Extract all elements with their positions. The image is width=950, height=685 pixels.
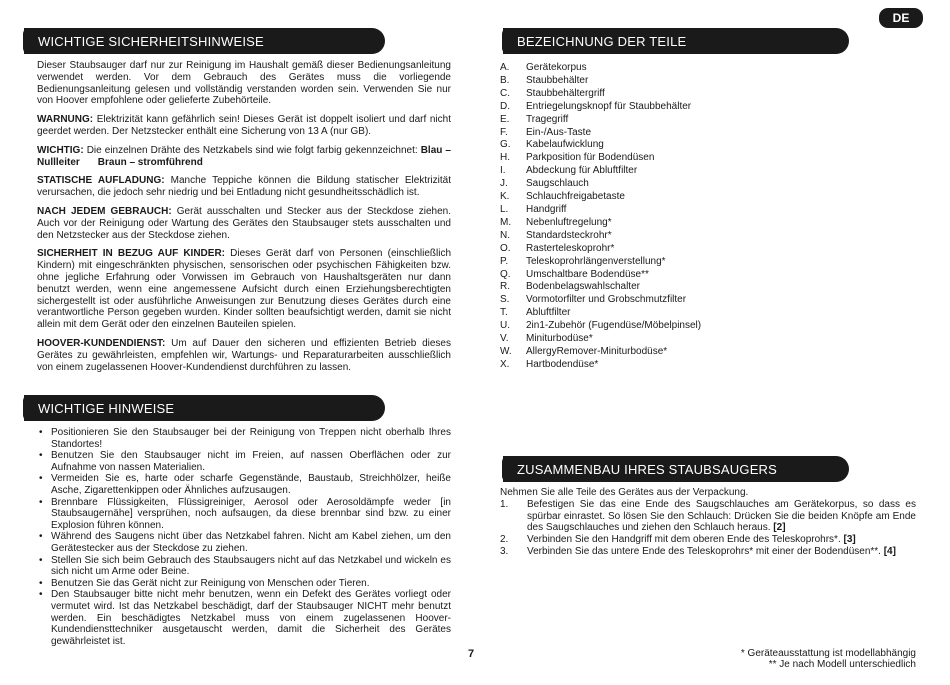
after-use-text: Gerät ausschalten und Stecker aus der Steckdose ziehen. Auch vor der Reinigung oder Wartung des Gerätes den Staubsauger stets ausschalten und den Netzstecker aus der Steckdose ziehen. — [37, 205, 451, 241]
list-item — [500, 346, 830, 359]
part-letter: T. — [500, 307, 508, 319]
list-item: • Positionieren Sie den Staubsauger bei der Reinigung von Treppen nicht oberhalb Ihres Standortes! — [37, 427, 451, 450]
safety-content — [37, 60, 451, 380]
part-name: Vormotorfilter und Grobschmutzfilter — [526, 294, 687, 306]
assembly-steps — [500, 499, 916, 558]
part-name: Bodenbelagswahlschalter — [526, 281, 640, 293]
list-item — [500, 281, 830, 294]
static-label: STATISCHE AUFLADUNG: — [37, 175, 165, 187]
list-item — [500, 165, 830, 178]
part-name: 2in1-Zubehör (Fugendüse/Möbelpinsel) — [526, 320, 702, 332]
part-letter: X. — [500, 358, 510, 370]
list-item — [500, 256, 830, 269]
assembly-section-header — [503, 456, 849, 482]
warning-paragraph — [37, 114, 451, 138]
step-text: Verbinden Sie das untere Ende des Teleskoprohrs* mit einer der Bodendüsen**. — [527, 545, 884, 557]
part-letter: V. — [500, 333, 509, 345]
parts-list — [500, 62, 830, 372]
notes-list — [37, 427, 451, 647]
assembly-intro: Nehmen Sie alle Teile des Gerätes aus der Verpackung. — [500, 487, 749, 498]
part-name: Saugschlauch — [526, 178, 589, 190]
list-item — [500, 127, 830, 140]
wire-blue: Blau – Nullleiter — [37, 144, 451, 168]
part-name: Teleskoprohrlängenverstellung* — [526, 255, 666, 267]
important-text: Die einzelnen Drähte des Netzkabels sind wie folgt farbig gekennzeichnet: — [83, 144, 421, 156]
after-use-label: NACH JEDEM GEBRAUCH: — [37, 205, 172, 217]
page-number: 7 — [468, 648, 475, 660]
part-name: Abdeckung für Abluftfilter — [526, 165, 638, 177]
part-name: AllergyRemover-Miniturbodüse* — [526, 345, 668, 357]
list-item — [500, 333, 830, 346]
part-name: Hartbodendüse* — [526, 358, 599, 370]
list-item — [500, 204, 830, 217]
part-letter: G. — [500, 139, 511, 151]
wire-brown: Braun – stromführend — [97, 156, 203, 168]
important-paragraph — [37, 145, 451, 169]
footnotes — [741, 648, 916, 670]
list-item — [500, 307, 830, 320]
step-number: 2. — [500, 534, 509, 546]
part-name: Handgriff — [526, 203, 567, 215]
part-letter: W. — [500, 345, 512, 357]
part-letter: B. — [500, 74, 510, 86]
part-letter: M. — [500, 216, 512, 228]
step-body — [527, 499, 916, 534]
list-item — [500, 499, 916, 534]
children-paragraph — [37, 248, 451, 331]
static-paragraph — [37, 175, 451, 199]
step-body — [527, 546, 896, 558]
part-name: Staubbehälter — [526, 74, 589, 86]
after-use-paragraph — [37, 206, 451, 241]
part-letter: E. — [500, 113, 510, 125]
list-item — [500, 62, 830, 75]
notes-section-header — [24, 395, 385, 421]
list-item — [500, 269, 830, 282]
service-paragraph — [37, 338, 451, 373]
safety-section-header — [24, 28, 385, 54]
footnote-single: * Geräteausstattung ist modellabhängig — [740, 648, 916, 659]
list-item: • Benutzen Sie den Staubsauger nicht im Freien, auf nassen Oberflächen oder zur Aufnahme von nassen Materialien. — [37, 450, 451, 473]
part-name: Tragegriff — [526, 113, 569, 125]
part-letter: J. — [500, 178, 508, 190]
step-ref: [2] — [773, 522, 786, 534]
list-item — [500, 75, 830, 88]
list-item — [500, 534, 916, 546]
assembly-content — [500, 487, 916, 558]
part-letter: F. — [500, 126, 508, 138]
static-text: Manche Teppiche können die Bildung statischer Elektrizität verursachen, die jedoch sehr niedrig und bei Entladung nicht gesundheitsschädlich ist. — [37, 175, 451, 199]
part-name: Staubbehältergriff — [526, 87, 605, 99]
part-letter: D. — [500, 100, 510, 112]
part-name: Umschaltbare Bodendüse** — [526, 268, 649, 280]
part-name: Ein-/Aus-Taste — [526, 126, 592, 138]
parts-section-header — [503, 28, 849, 54]
warning-label: WARNUNG: — [37, 114, 94, 126]
part-name: Miniturbodüse* — [526, 333, 593, 345]
part-letter: P. — [500, 255, 509, 267]
part-name: Nebenluftregelung* — [526, 216, 612, 228]
list-item — [500, 178, 830, 191]
list-item — [500, 320, 830, 333]
list-item: • Stellen Sie sich beim Gebrauch des Staubsaugers nicht auf das Netzkabel und wickeln es sich nicht um Arme oder Beine. — [37, 555, 451, 578]
footnote-double: ** Je nach Modell unterschiedlich — [768, 659, 916, 670]
step-ref: [4] — [883, 545, 896, 557]
list-item — [500, 230, 830, 243]
safety-intro: Dieser Staubsauger darf nur zur Reinigung im Haushalt gemäß dieser Bedienungsanleitung verwendet werden. Vor dem Gebrauch des Gerätes muss die vorliegende Bedienungsanleitung gelesen und vollständig verstanden worden sein. Verwenden Sie nur von Hoover empfohlene oder gelieferte Zubehörteile. — [37, 60, 451, 107]
part-name: Entriegelungsknopf für Staubbehälter — [526, 100, 692, 112]
part-letter: H. — [500, 152, 510, 164]
list-item — [500, 152, 830, 165]
part-letter: L. — [500, 203, 509, 215]
part-letter: N. — [500, 229, 510, 241]
part-name: Gerätekorpus — [526, 62, 587, 73]
list-item — [500, 101, 830, 114]
service-text: Um auf Dauer den sicheren und effizienten Betrieb dieses Gerätes zu gewährleisten, empfehlen wir, Wartungs- und Reparaturarbeiten ausschließlich von einem zugelassenen Hoover-Kundendienst durchführen zu lassen. — [37, 337, 451, 373]
notes-section-title: WICHTIGE HINWEISE — [38, 400, 175, 416]
step-text: Befestigen Sie das eine Ende des Saugschlauches am Gerätekorpus, so dass es spürbar einrastet. So lösen Sie den Schlauch: Drücken Sie die beiden Knöpfe am Ende des Saugschlauches und ziehen den Schlauch heraus. — [527, 498, 916, 534]
list-item — [500, 294, 830, 307]
list-item — [500, 114, 830, 127]
list-item — [500, 88, 830, 101]
step-number: 1. — [500, 498, 509, 510]
part-letter: A. — [500, 62, 510, 73]
list-item — [500, 243, 830, 256]
part-letter: I. — [500, 165, 506, 177]
important-label: WICHTIG: — [37, 144, 84, 156]
list-item: • Vermeiden Sie es, harte oder scharfe Gegenstände, Baustaub, Streichhölzer, heiße Asche, Zigarettenkippen oder Ähnliches aufzusaugen. — [37, 473, 451, 496]
part-letter: K. — [500, 191, 510, 203]
part-letter: O. — [500, 242, 511, 254]
list-item: • Den Staubsauger bitte nicht mehr benutzen, wenn ein Defekt des Gerätes vorliegt oder vermutet wird. Ist das Netzkabel beschädigt, darf der Staubsauger NICHT mehr benutzt werden. Ein beschädigtes Netzkabel muss von einem zugelassenen Hoover-Kundendiensttechniker ausgetauscht werden, damit die Sicherheit des Gerätes gewährleistet ist. — [37, 589, 451, 647]
safety-section-title: WICHTIGE SICHERHEITSHINWEISE — [38, 33, 264, 49]
warning-text: Elektrizität kann gefährlich sein! Dieses Gerät ist doppelt isoliert und darf nicht geerdet werden. Der Netzstecker enthält eine Sicherung von 13 A (nur GB). — [37, 114, 451, 137]
step-text: Verbinden Sie den Handgriff mit dem oberen Ende des Teleskoprohrs*. — [527, 534, 844, 546]
part-letter: Q. — [500, 268, 511, 280]
parts-section-title: BEZEICHNUNG DER TEILE — [517, 33, 687, 49]
part-letter: S. — [500, 294, 510, 306]
part-name: Rasterteleskoprohr* — [526, 242, 615, 254]
part-name: Parkposition für Bodendüsen — [526, 152, 655, 164]
part-letter: U. — [500, 320, 510, 332]
step-body — [527, 534, 856, 546]
step-ref: [3] — [843, 534, 856, 546]
children-label: SICHERHEIT IN BEZUG AUF KINDER: — [37, 248, 226, 260]
part-name: Standardsteckrohr* — [526, 229, 612, 241]
step-number: 3. — [500, 545, 509, 557]
language-badge: DE — [879, 8, 923, 28]
list-item — [500, 546, 916, 558]
list-item — [500, 139, 830, 152]
list-item: • Benutzen Sie das Gerät nicht zur Reinigung von Menschen oder Tieren. — [37, 578, 451, 590]
service-label: HOOVER-KUNDENDIENST: — [37, 337, 166, 349]
list-item: • Brennbare Flüssigkeiten, Flüssigreiniger, Aerosol oder Aerosoldämpfe weder [in Staubsaugernähe] versprühen, noch aufsaugen, da diese brennbar sind bzw. zu einer Explosion führen können. — [37, 497, 451, 532]
part-name: Abluftfilter — [526, 307, 571, 319]
assembly-section-title: ZUSAMMENBAU IHRES STAUBSAUGERS — [517, 461, 778, 477]
list-item — [500, 191, 830, 204]
children-text: Dieses Gerät darf von Personen (einschließlich Kindern) mit eingeschränkten physischen, sensorischen oder psychischen Fähigkeiten bzw. ohne jegliche Erfahrung oder Vorwissen im Gebrauch von Haushaltsgeräten nur dann benutzt werden, wenn eine angemessene Aufsicht durch einen Erziehungsberechtigten sichergestellt ist oder ausführliche Anweisungen zur Benutzung dieses Gerätes durch eine verantwortliche Person gegeben wurden. Kinder sollten beaufsichtigt werden, damit sie nicht allein mit dem Gerät oder den einzelnen Bauteilen spielen. — [37, 248, 452, 331]
part-name: Schlauchfreigabetaste — [526, 191, 625, 203]
list-item — [500, 217, 830, 230]
list-item — [500, 359, 830, 372]
part-letter: R. — [500, 281, 510, 293]
list-item: • Während des Saugens nicht über das Netzkabel fahren. Nicht am Kabel ziehen, um den Gerätestecker aus der Steckdose zu ziehen. — [37, 531, 451, 554]
part-name: Kabelaufwicklung — [526, 139, 604, 151]
part-letter: C. — [500, 87, 510, 99]
